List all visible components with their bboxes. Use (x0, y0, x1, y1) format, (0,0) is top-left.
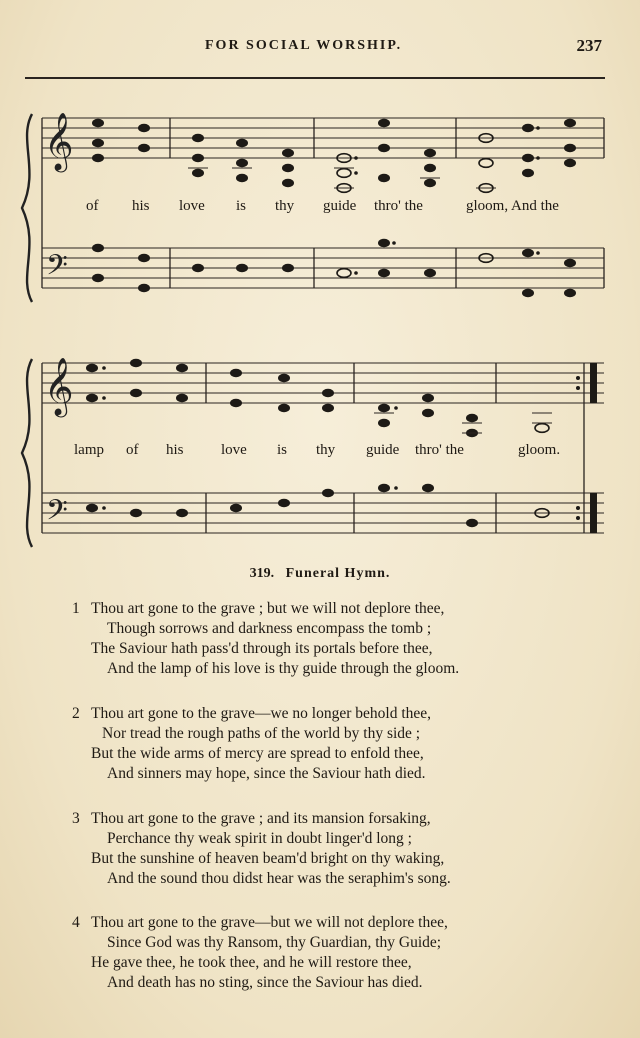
lyric-syllable: of (126, 442, 139, 458)
verse-line: Perchance thy weak spirit in doubt linger'd long ; (107, 830, 412, 847)
lyric-syllable: guide (323, 198, 357, 214)
verse-line: Thou art gone to the grave ; but we will not deplore thee, (91, 600, 445, 617)
lyric-syllable: gloom. (518, 442, 561, 458)
verse-line: Thou art gone to the grave ; and its mansion forsaking, (91, 810, 431, 827)
stanza-1 (0, 600, 640, 684)
lyric-syllable: is (236, 198, 247, 214)
stanza-number: 4 (72, 914, 80, 931)
verse-line: Thou art gone to the grave—we no longer behold thee, (91, 705, 432, 722)
verse-line: Thou art gone to the grave—but we will not deplore thee, (91, 914, 448, 931)
verse-line: Though sorrows and darkness encompass the tomb ; (107, 620, 432, 637)
lyric-syllable: thy (275, 198, 295, 214)
lyric-syllable: lamp (74, 442, 104, 458)
stanza-number: 3 (72, 810, 80, 827)
running-head (0, 38, 640, 62)
lyric-syllable: his (166, 442, 184, 458)
lyric-syllable: gloom, And the (466, 198, 559, 214)
verse-line: The Saviour hath pass'd through its portals before thee, (91, 640, 433, 657)
svg-text:𝄞: 𝄞 (44, 357, 74, 415)
verse-line: Nor tread the rough paths of the world by thy side ; (102, 725, 421, 742)
hymn-number: 319. (249, 566, 275, 581)
svg-text:𝄢: 𝄢 (46, 494, 68, 534)
music-system-2 (0, 345, 640, 555)
lyric-syllable: love (221, 442, 247, 458)
lyric-syllable: love (179, 198, 205, 214)
lyric-syllable: his (132, 198, 150, 214)
lyric-syllable: is (277, 442, 288, 458)
stanza-4 (0, 914, 640, 998)
verse-line: And the lamp of his love is thy guide through the gloom. (107, 660, 460, 677)
running-title: FOR SOCIAL WORSHIP. (205, 38, 403, 53)
stanza-2 (0, 705, 640, 789)
stanza-3 (0, 810, 640, 894)
lyric-syllable: thy (316, 442, 336, 458)
verse-line: But the sunshine of heaven beam'd bright on thy waking, (91, 850, 445, 867)
music-system-1 (0, 100, 640, 310)
lyric-syllable: of (86, 198, 99, 214)
lyric-syllable: thro' the (374, 198, 423, 214)
stanza-number: 2 (72, 705, 80, 722)
verse-line: Since God was thy Ransom, thy Guardian, thy Guide; (107, 934, 442, 951)
hymn-title: Funeral Hymn. (285, 566, 391, 581)
verse-line: But the wide arms of mercy are spread to enfold thee, (91, 745, 424, 762)
svg-text:𝄢: 𝄢 (46, 249, 68, 289)
lyric-syllable: guide (366, 442, 400, 458)
lyric-syllable: thro' the (415, 442, 464, 458)
verse-line: And death has no sting, since the Saviour has died. (107, 974, 423, 991)
verse-line: He gave thee, he took thee, and he will restore thee, (91, 954, 412, 971)
stanza-number: 1 (72, 600, 80, 617)
verse-line: And sinners may hope, since the Saviour hath died. (107, 765, 426, 782)
verse-line: And the sound thou didst hear was the seraphim's song. (107, 870, 451, 887)
header-rule (25, 77, 605, 79)
hymn-heading (0, 566, 640, 582)
page-number: 237 (576, 36, 602, 55)
svg-text:𝄞: 𝄞 (44, 112, 74, 170)
